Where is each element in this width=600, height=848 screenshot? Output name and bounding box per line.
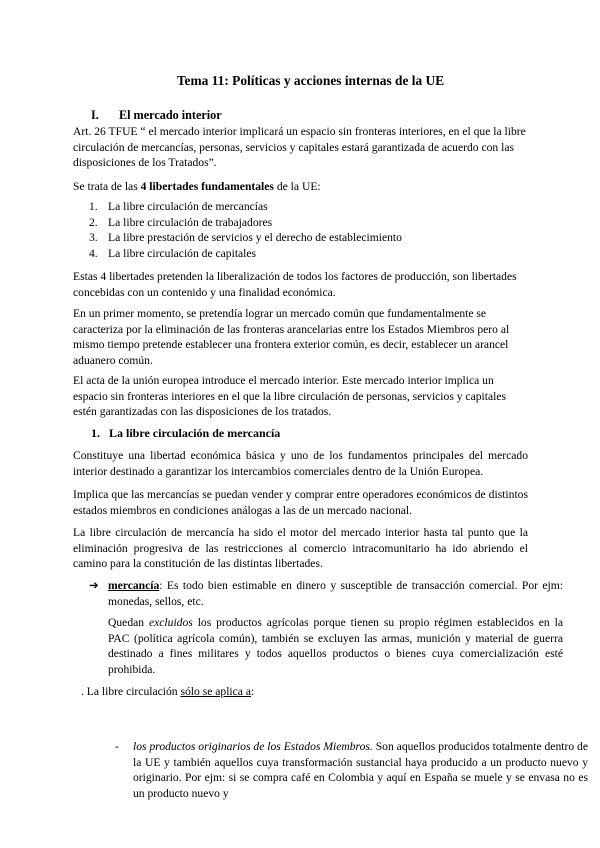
aplica-underlined: sólo se aplica a xyxy=(180,685,251,698)
section-title: El mercado interior xyxy=(119,108,222,122)
mercancia-definition xyxy=(73,578,563,609)
libertades-pre: Se trata de las xyxy=(73,180,141,193)
paragraph-mercado-comun: En un primer momento, se pretendía lograr un mercado común que fundamentalmente se caracteriza por la eliminación de las fronteras arancelarias entre los Estados Miembros pero al mismo tiempo pretende establecer una frontera exterior común, es decir, establecer un arancel aduanero común. xyxy=(73,307,510,367)
libertades-intro xyxy=(73,179,528,195)
paragraph-excluidos xyxy=(73,615,563,677)
list-item xyxy=(73,199,528,215)
mercancia-term: mercancía xyxy=(108,579,160,592)
libertades-bold: 4 libertades fundamentales xyxy=(140,180,274,193)
list-text: La libre prestación de servicios y el derecho de establecimiento xyxy=(108,231,402,245)
paragraph-motor: La libre circulación de mercancía ha sido el motor del mercado interior hasta tal punto que la eliminación progresiva de las restricciones al comercio intracomunitario ha ido abriendo el camino para la constitución de las distintas libertades. xyxy=(73,526,528,571)
arrow-icon: ➔ xyxy=(89,579,99,592)
mercancia-def: : Es todo bien estimable en dinero y susceptible de transacción comercial. Por ejm: monedas, sellos, etc. xyxy=(108,579,563,608)
list-item xyxy=(73,230,528,246)
dash-bullet: - xyxy=(115,740,119,754)
list-number: 4. xyxy=(89,246,98,260)
libertades-list xyxy=(73,199,528,261)
aplica-pre: . La libre circulación xyxy=(81,685,181,698)
excl-pre: Quedan xyxy=(108,616,149,629)
excl-post: los productos agrícolas porque tienen su propio régimen establecidos en la PAC (política agrícola común), también se excluyen las armas, munición y material de guerra destinado a fines militares y todos aquellos productos o bienes cuya comercialización esté prohibida. xyxy=(108,616,563,676)
paragraph-liberalizacion: Estas 4 libertades pretenden la liberalización de todos los factores de producción, son libertades concebidas con un contenido y una finalidad económica. xyxy=(73,270,517,299)
excl-italic: excluidos xyxy=(148,616,193,629)
paragraph-libertad-basica: Constituye una libertad económica básica y uno de los fundamentos principales del mercado interior destinado a garantizar los intercambios comerciales dentro de la Unión Europea. xyxy=(73,449,528,478)
paragraph-acta-ue: El acta de la unión europea introduce el mercado interior. Este mercado interior implica un espacio sin fronteras interiores en el que la libre circulación de personas, servicios y capitales estén garantizadas con las disposiciones de los tratados. xyxy=(73,374,506,419)
section-heading-mercado-interior xyxy=(73,108,528,124)
list-number: 2. xyxy=(89,215,98,229)
section-number: I. xyxy=(91,108,99,122)
subsection-title: La libre circulación de mercancía xyxy=(109,426,281,440)
paragraph-solo-aplica xyxy=(81,684,528,700)
list-number: 1. xyxy=(89,200,98,213)
list-item xyxy=(73,246,528,262)
list-text: La libre circulación de mercancías xyxy=(108,200,268,213)
list-number: 3. xyxy=(89,231,98,245)
subsection-number: 1. xyxy=(91,426,100,440)
productos-originarios-item xyxy=(73,739,588,801)
page-title: Tema 11: Políticas y acciones internas de la UE xyxy=(176,73,445,88)
subsection-heading-mercancia xyxy=(73,426,528,442)
orig-text: Son aquellos producidos totalmente dentro de la UE y también aquellos cuya transformación sustancial haya producido a un producto nuevo y originario. Por ejm: si se compra café en Colombia y aquí en España se muele y se envasa no es un producto nuevo y xyxy=(133,740,588,800)
document-content xyxy=(73,0,588,800)
orig-italic: los productos originarios de los Estados Miembros. xyxy=(133,740,373,754)
paragraph-implica: Implica que las mercancías se puedan vender y comprar entre operadores económicos de distintos estados miembros en condiciones análogas a las de un mercado nacional. xyxy=(73,488,528,517)
list-text: La libre circulación de capitales xyxy=(108,246,257,260)
libertades-post: de la UE: xyxy=(273,180,321,193)
list-item xyxy=(73,215,528,231)
aplica-post: : xyxy=(250,685,255,698)
list-text: La libre circulación de trabajadores xyxy=(108,215,273,229)
art-26-quote: Art. 26 TFUE “ el mercado interior implicará un espacio sin fronteras interiores, en el que la libre circulación de mercancías, personas, servicios y capitales estará garantizada de acuerdo con las disposiciones de los Tratados”. xyxy=(73,125,526,170)
